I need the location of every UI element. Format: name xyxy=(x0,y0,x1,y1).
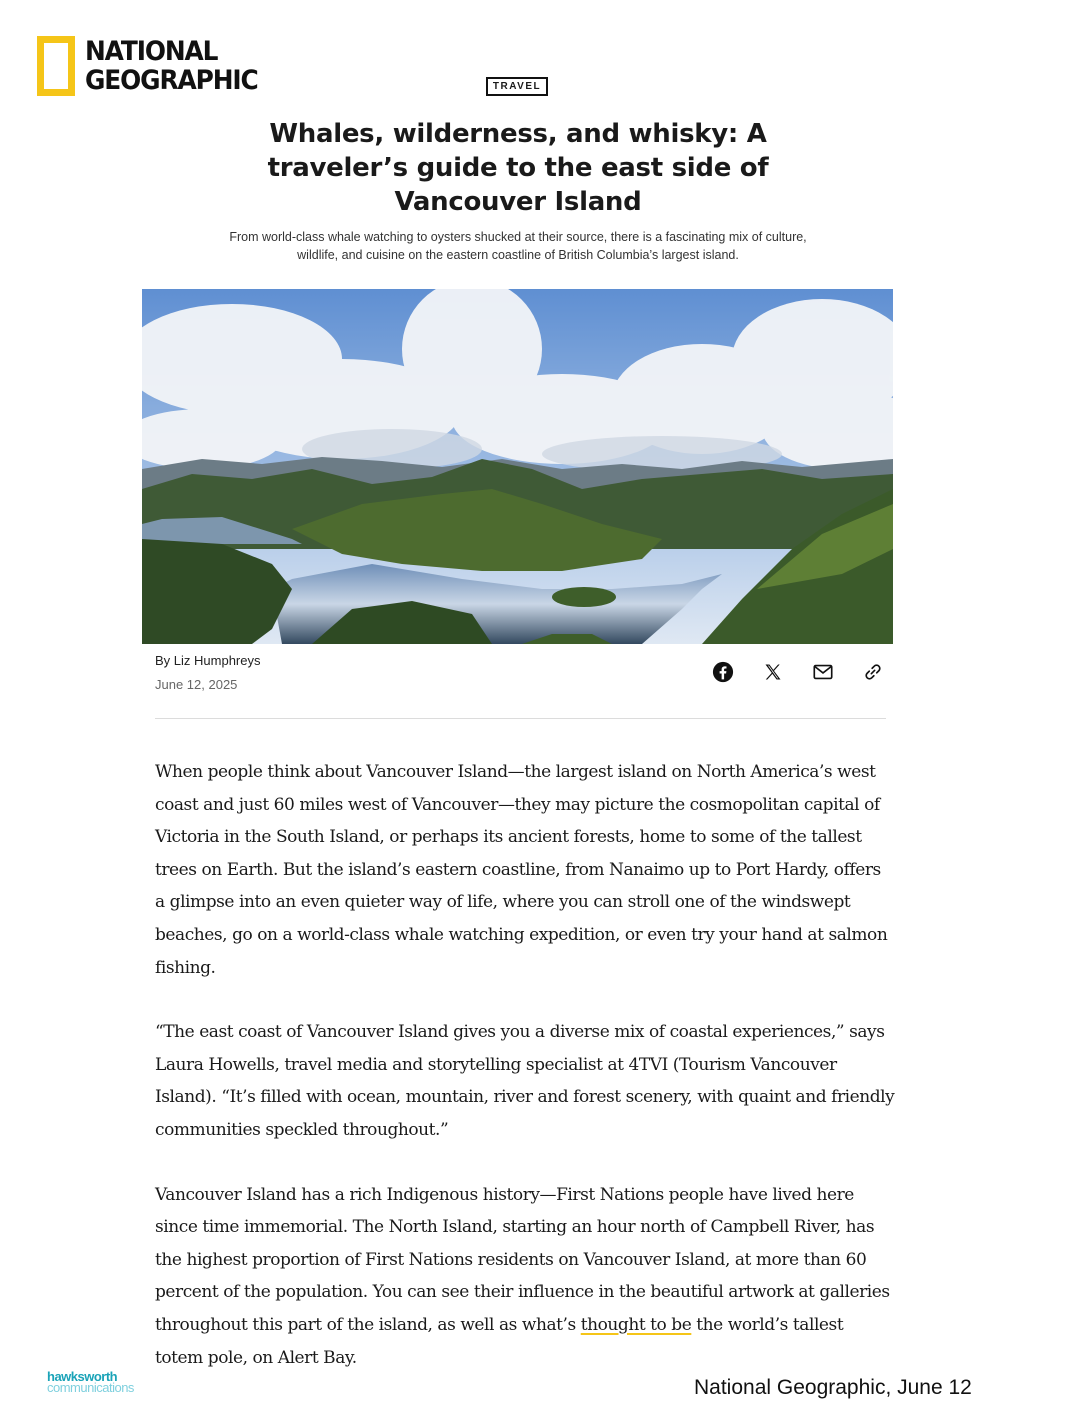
byline[interactable]: By Liz Humphreys xyxy=(155,653,261,668)
byline-divider xyxy=(155,718,886,719)
paragraph-3-text-a: Vancouver Island has a rich Indigenous history—First Nations people have lived here since time immemorial. The North Island, starting an hour north of Campbell River, has the highest proportion of First Nations residents on Vancouver Island, at more than 60 percent of the population. You can see their influence in the beautiful artwork at galleries throughout this part of the island, as well as what’s xyxy=(155,1184,890,1335)
paragraph-3 xyxy=(155,1179,895,1375)
section-tag[interactable]: TRAVEL xyxy=(486,77,548,96)
paragraph-1: When people think about Vancouver Island—the largest island on North America’s west coast and just 60 miles west of Vancouver—they may picture the cosmopolitan capital of Victoria in the South Island, or perhaps its ancient forests, home to some of the tallest trees on Earth. But the island’s eastern coastline, from Nanaimo up to Port Hardy, offers a glimpse into an even quieter way of life, where you can stroll one of the windswept beaches, go on a world-class whale watching expedition, or even try your hand at salmon fishing. xyxy=(155,762,888,978)
yellow-border-icon xyxy=(37,36,75,96)
facebook-icon[interactable] xyxy=(710,659,736,685)
share-bar xyxy=(710,659,886,685)
x-icon[interactable] xyxy=(760,659,786,685)
article-headline: Whales, wilderness, and whisky: A traveler’s guide to the east side of Vancouver Island xyxy=(267,119,769,217)
article-body xyxy=(155,756,895,1406)
agency-logo xyxy=(47,1371,134,1393)
link-icon[interactable] xyxy=(860,659,886,685)
brand-line-1: NATIONAL xyxy=(85,36,218,67)
hero-image xyxy=(142,289,893,644)
brand-wordmark xyxy=(85,37,258,95)
source-note: National Geographic, June 12 xyxy=(694,1376,972,1399)
natgeo-logo[interactable] xyxy=(37,32,273,100)
inline-link-thought-to-be[interactable]: thought to be xyxy=(580,1314,692,1335)
paragraph-2: “The east coast of Vancouver Island gives you a diverse mix of coastal experiences,” says Laura Howells, travel media and storytelling specialist at 4TVI (Tourism Vancouver Island). “It’s filled with ocean, mountain, river and forest scenery, with quaint and friendly communities speckled throughout.” xyxy=(155,1022,895,1140)
mail-icon[interactable] xyxy=(810,659,836,685)
agency-line-2: communications xyxy=(47,1380,134,1395)
agency-line-1: hawksworth xyxy=(47,1369,118,1384)
publish-date: June 12, 2025 xyxy=(155,677,238,692)
article-dek: From world-class whale watching to oysters shucked at their source, there is a fascinating mix of culture, wildlife, and cuisine on the eastern coastline of British Columbia’s largest island. xyxy=(229,230,807,262)
brand-line-2: GEOGRAPHIC xyxy=(85,65,258,96)
paragraph-3-text-b: the world’s tallest totem pole, on Alert Bay. xyxy=(155,1314,844,1368)
